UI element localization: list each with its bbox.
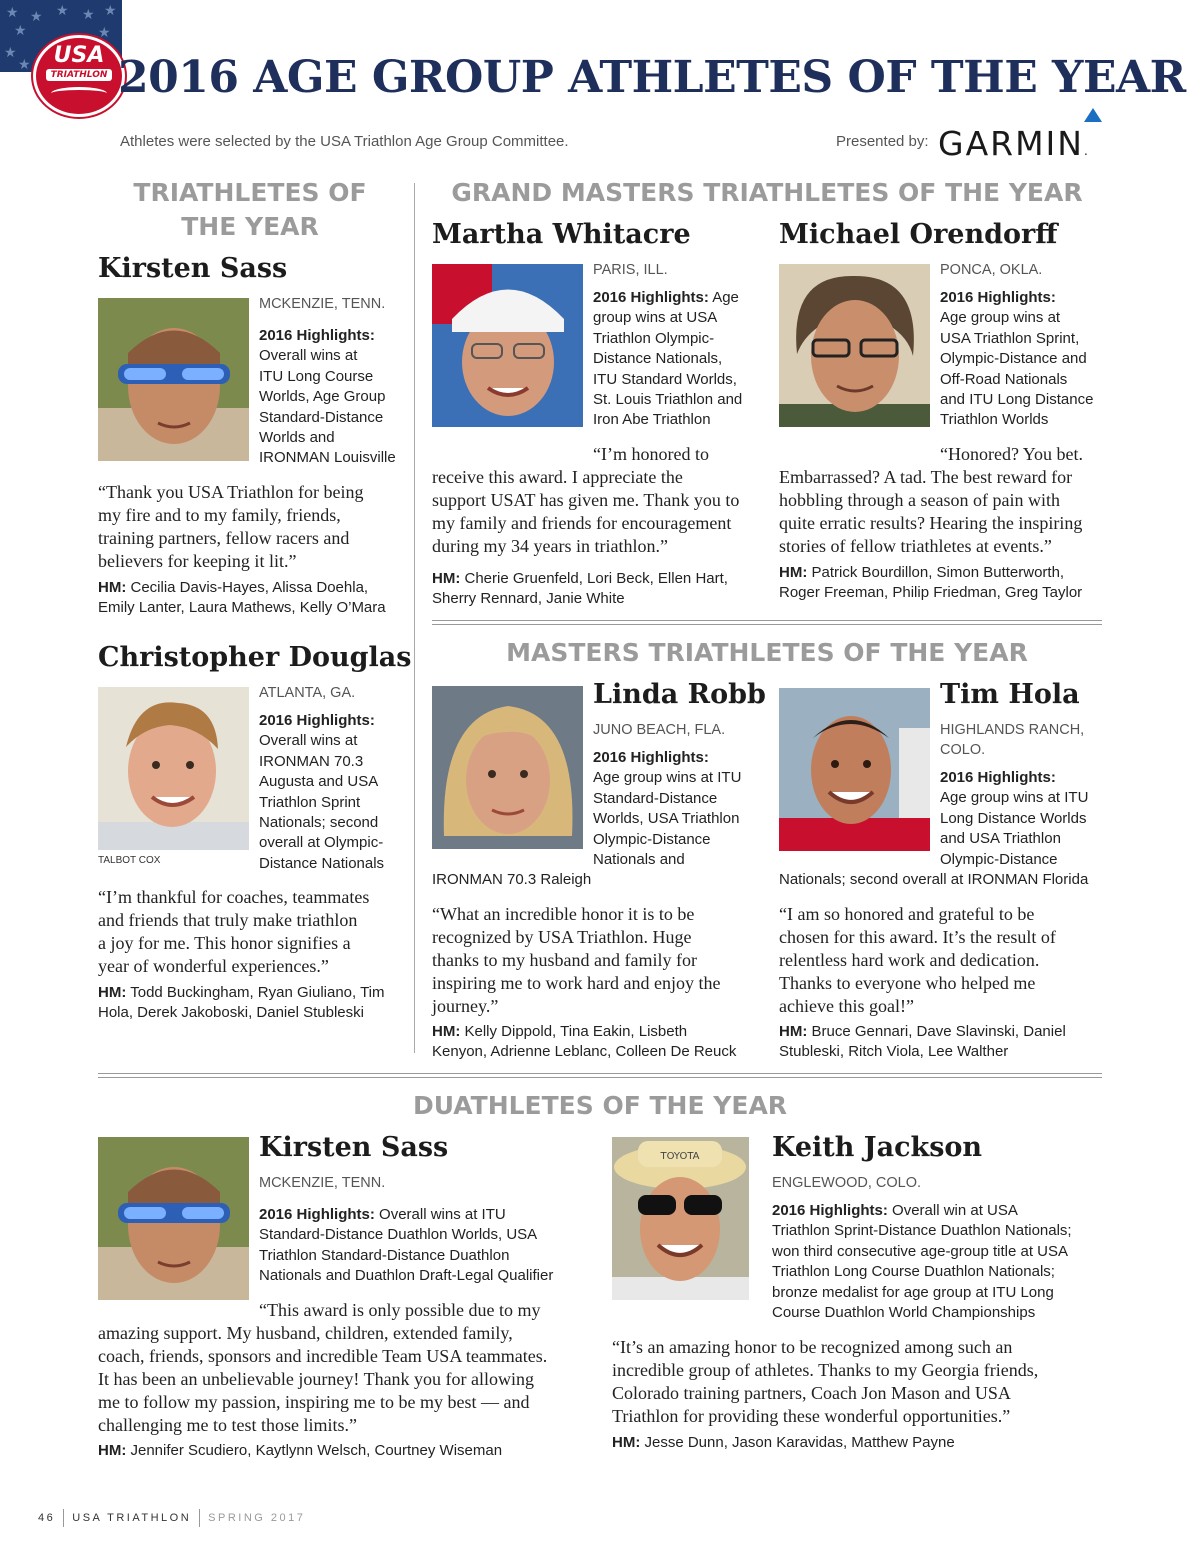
athlete-photo-whitacre xyxy=(432,264,583,427)
highlights-line: Age group wins at xyxy=(940,309,1061,327)
highlights-line: overall at Olympic- xyxy=(259,834,384,852)
honorable-mentions xyxy=(779,563,1109,604)
athlete-location xyxy=(940,720,1110,760)
quote-line: It has been an unbelievable journey! Thank you for allowing xyxy=(98,1369,535,1389)
highlights-line: group wins at USA xyxy=(593,309,718,327)
athlete-name: Keith Jackson xyxy=(772,1132,983,1163)
highlights-line: Olympic-Distance xyxy=(593,830,711,848)
usa-triathlon-logo xyxy=(33,35,125,117)
highlights-line: USA Triathlon Sprint, xyxy=(940,329,1080,347)
photo-credit: TALBOT COX xyxy=(98,855,161,866)
hm-label: HM: xyxy=(612,1434,641,1451)
hm-label: HM: xyxy=(779,564,808,581)
highlights-line: Off-Road Nationals xyxy=(940,370,1068,388)
highlights-line: ITU Standard Worlds, xyxy=(593,370,737,388)
highlights-line: Overall wins at xyxy=(259,732,358,750)
highlights-line: Triathlon Olympic- xyxy=(593,329,715,347)
athlete-photo-robb xyxy=(432,686,583,849)
athlete-quote xyxy=(98,886,408,978)
athlete-highlights xyxy=(940,768,1110,870)
athlete-photo-jackson xyxy=(612,1137,749,1300)
honorable-mentions xyxy=(432,1022,767,1063)
highlights-line: Augusta and USA xyxy=(259,773,379,791)
quote-line: “This award is only possible due to my xyxy=(259,1300,541,1320)
highlights-line: St. Louis Triathlon and xyxy=(593,391,743,409)
page-footer xyxy=(38,1509,305,1527)
quote-line: inspiring me to work hard and enjoy the xyxy=(432,973,721,993)
hm-line: Kelly Dippold, Tina Eakin, Lisbeth xyxy=(460,1023,688,1040)
column-divider xyxy=(414,183,415,1053)
hm-line: Cecilia Davis-Hayes, Alissa Doehla, xyxy=(126,579,369,596)
hm-line: Jesse Dunn, Jason Karavidas, Matthew Payne xyxy=(640,1434,955,1451)
highlights-label: 2016 Highlights: xyxy=(940,769,1056,786)
highlights-line: IRONMAN 70.3 Raleigh xyxy=(432,871,592,888)
athlete-highlights xyxy=(772,1201,1112,1323)
highlights-line: Age xyxy=(708,289,739,306)
highlights-line: Triathlon Long Course Duathlon Nationals; xyxy=(772,1263,1055,1281)
hm-label: HM: xyxy=(779,1023,808,1040)
quote-line: “What an incredible honor it is to be xyxy=(432,904,695,924)
footer-separator xyxy=(63,1509,64,1527)
athlete-quote xyxy=(612,1336,1112,1428)
athlete-name: Kirsten Sass xyxy=(259,1132,449,1163)
highlights-line: Course Duathlon World Championships xyxy=(772,1304,1036,1322)
highlights-line: Standard-Distance Duathlon Worlds, USA xyxy=(259,1226,538,1244)
athlete-photo-sass-duathlon xyxy=(98,1137,249,1300)
quote-line: coach, friends, sponsors and incredible Team USA teammates. xyxy=(98,1346,548,1366)
highlights-line: Iron Abe Triathlon xyxy=(593,411,711,429)
highlights-line: Distance Nationals, xyxy=(593,350,723,368)
quote-line: hobbling through a season of pain with xyxy=(779,490,1060,510)
section-heading-duathletes: DUATHLETES OF THE YEAR xyxy=(412,1091,788,1120)
hat-logo-text: TOYOTA xyxy=(660,1151,700,1162)
athlete-name: Linda Robb xyxy=(593,679,766,710)
highlights-line: Age group wins at ITU xyxy=(940,789,1089,807)
quote-line: “It’s an amazing honor to be recognized among such an xyxy=(612,1337,1013,1357)
garmin-wordmark: GARMIN xyxy=(938,124,1084,163)
quote-line: relentless hard work and dedication. xyxy=(779,950,1040,970)
honorable-mentions xyxy=(779,1022,1109,1063)
highlights-line: Olympic-Distance xyxy=(940,850,1058,868)
honorable-mentions xyxy=(98,983,408,1024)
quote-line: “Thank you USA Triathlon for being xyxy=(98,482,364,502)
hm-line: Hola, Derek Jakoboski, Daniel Stubleski xyxy=(98,1004,364,1022)
athlete-location: ENGLEWOOD, COLO. xyxy=(772,1175,922,1191)
highlights-line: won third consecutive age-group title at USA xyxy=(772,1242,1068,1260)
quote-line: “I’m thankful for coaches, teammates xyxy=(98,887,370,907)
athlete-name: Martha Whitacre xyxy=(432,219,691,250)
quote-line: receive this award. I appreciate the xyxy=(432,467,683,487)
highlights-line: Overall wins at ITU xyxy=(374,1206,506,1223)
athlete-quote xyxy=(98,481,408,573)
athlete-highlights xyxy=(259,1205,599,1287)
hm-label: HM: xyxy=(98,984,127,1001)
section-divider xyxy=(432,620,1102,625)
hm-line: Bruce Gennari, Dave Slavinski, Daniel xyxy=(807,1023,1066,1040)
quote-line: “I am so honored and grateful to be xyxy=(779,904,1035,924)
highlights-label: 2016 Highlights: xyxy=(259,712,375,729)
highlights-line: Triathlon Worlds xyxy=(940,411,1049,429)
section-heading-line: TRIATHLETES OF xyxy=(133,178,367,207)
highlights-label: 2016 Highlights: xyxy=(259,327,375,344)
section-divider xyxy=(98,1073,1102,1078)
hm-label: HM: xyxy=(98,579,127,596)
garmin-triangle-icon xyxy=(1084,108,1102,122)
quote-line: Triathlon for providing these wonderful opportunities.” xyxy=(612,1406,1011,1426)
highlights-line: Nationals; second xyxy=(259,814,379,832)
hm-label: HM: xyxy=(98,1442,127,1459)
athlete-location: JUNO BEACH, FLA. xyxy=(593,722,726,738)
location-line: COLO. xyxy=(940,742,986,758)
athlete-photo-orendorff xyxy=(779,264,930,427)
athlete-location: ATLANTA, GA. xyxy=(259,685,356,701)
highlights-line: bronze medalist for age group at ITU Long xyxy=(772,1283,1054,1301)
athlete-photo-hola xyxy=(779,688,930,851)
athlete-highlights xyxy=(940,288,1110,431)
quote-line: achieve this goal!” xyxy=(779,996,914,1016)
quote-line: Thanks to everyone who helped me xyxy=(779,973,1036,993)
honorable-mentions xyxy=(612,1433,1112,1453)
athlete-location: MCKENZIE, TENN. xyxy=(259,1175,386,1191)
highlights-line: and ITU Long Distance xyxy=(940,391,1094,409)
footer-separator xyxy=(199,1509,200,1527)
quote-line: incredible group of athletes. Thanks to my Georgia friends, xyxy=(612,1360,1039,1380)
quote-line: Colorado training partners, Coach Jon Mason and USA xyxy=(612,1383,1011,1403)
athlete-quote xyxy=(98,1322,598,1437)
highlights-line: Age group wins at ITU xyxy=(593,769,742,787)
athlete-location: PONCA, OKLA. xyxy=(940,262,1043,278)
subtitle: Athletes were selected by the USA Triathlon Age Group Committee. xyxy=(120,133,569,150)
highlights-label: 2016 Highlights: xyxy=(593,289,709,306)
issue-label: SPRING 2017 xyxy=(208,1511,306,1524)
section-heading-grand-masters: GRAND MASTERS TRIATHLETES OF THE YEAR xyxy=(451,178,1083,207)
athlete-location: PARIS, ILL. xyxy=(593,262,668,278)
honorable-mentions xyxy=(98,578,408,619)
quote-line: journey.” xyxy=(432,996,499,1016)
highlights-line: Long Distance Worlds xyxy=(940,809,1087,827)
highlights-line: Distance Nationals xyxy=(259,854,385,872)
quote-line: challenging me to test those limits.” xyxy=(98,1415,357,1435)
highlights-line: Worlds, USA Triathlon xyxy=(593,810,740,828)
athlete-name: Christopher Douglas xyxy=(98,642,412,673)
highlights-line: Triathlon Sprint xyxy=(259,793,361,811)
quote-line: “Honored? You bet. xyxy=(940,444,1083,464)
section-heading-masters: MASTERS TRIATHLETES OF THE YEAR xyxy=(506,638,1028,667)
quote-line: and friends that truly make triathlon xyxy=(98,910,358,930)
magazine-name: USA TRIATHLON xyxy=(72,1511,192,1524)
highlights-line: Overall win at USA xyxy=(887,1202,1018,1219)
quote-line: quite erratic results? Hearing the inspiring xyxy=(779,513,1083,533)
quote-line: training partners, fellow racers and xyxy=(98,528,350,548)
page-number: 46 xyxy=(38,1511,56,1524)
highlights-label: 2016 Highlights: xyxy=(259,1206,375,1223)
presented-by-label: Presented by: xyxy=(836,133,929,150)
athlete-quote xyxy=(432,466,767,558)
quote-line: Embarrassed? A tad. The best reward for xyxy=(779,467,1073,487)
athlete-name: Michael Orendorff xyxy=(779,219,1058,250)
highlights-line: IRONMAN 70.3 xyxy=(259,752,364,770)
quote-line: year of wonderful experiences.” xyxy=(98,956,329,976)
highlights-label: 2016 Highlights: xyxy=(593,749,709,766)
highlights-label: 2016 Highlights: xyxy=(940,289,1056,306)
quote-line: my fire and to my family, friends, xyxy=(98,505,341,525)
hm-line: Roger Freeman, Philip Friedman, Greg Taylor xyxy=(779,584,1083,602)
quote-line: amazing support. My husband, children, extended family, xyxy=(98,1323,513,1343)
athlete-photo-douglas xyxy=(98,687,249,850)
highlights-line: Olympic-Distance and xyxy=(940,350,1087,368)
athlete-location: MCKENZIE, TENN. xyxy=(259,296,386,312)
logo-swoosh xyxy=(51,87,107,100)
hm-line: Stubleski, Ritch Viola, Lee Walther xyxy=(779,1043,1009,1061)
hm-line: Kenyon, Adrienne Leblanc, Colleen De Reuck xyxy=(432,1043,737,1061)
hm-label: HM: xyxy=(432,570,461,587)
quote-line: believers for keeping it lit.” xyxy=(98,551,297,571)
quote-line: during my 34 years in triathlon.” xyxy=(432,536,668,556)
highlights-line: Standard-Distance xyxy=(593,789,718,807)
hm-line: Sherry Rennard, Janie White xyxy=(432,590,625,608)
page-title: 2016 AGE GROUP ATHLETES OF THE YEAR xyxy=(118,52,1186,103)
honorable-mentions xyxy=(432,569,767,610)
quote-line: my family and friends for encouragement xyxy=(432,513,732,533)
athlete-highlights xyxy=(259,326,409,469)
highlights-line: Nationals; second overall at IRONMAN Florida xyxy=(779,871,1089,888)
athlete-photo-sass xyxy=(98,298,249,461)
quote-line: chosen for this award. It’s the result of xyxy=(779,927,1056,947)
athlete-highlights xyxy=(593,288,763,431)
hm-label: HM: xyxy=(432,1023,461,1040)
highlights-line: Nationals and xyxy=(593,851,685,869)
highlights-line: Standard-Distance xyxy=(259,408,384,426)
highlights-label: 2016 Highlights: xyxy=(772,1202,888,1219)
quote-line: a joy for me. This honor signifies a xyxy=(98,933,351,953)
quote-line: me to follow my passion, inspiring me to be my best — and xyxy=(98,1392,530,1412)
honorable-mentions xyxy=(98,1441,598,1461)
location-line: HIGHLANDS RANCH, xyxy=(940,722,1085,738)
hm-line: Todd Buckingham, Ryan Giuliano, Tim xyxy=(126,984,385,1001)
hm-line: Emily Lanter, Laura Mathews, Kelly O’Mara xyxy=(98,599,386,617)
quote-line: “I’m honored to xyxy=(593,444,709,464)
highlights-line: and USA Triathlon xyxy=(940,830,1061,848)
section-heading-line: THE YEAR xyxy=(181,212,319,241)
highlights-line: Overall wins at xyxy=(259,347,358,365)
hm-line: Cherie Gruenfeld, Lori Beck, Ellen Hart, xyxy=(460,570,728,587)
garmin-mark: . xyxy=(1083,144,1090,158)
quote-line: support USAT has given me. Thank you to xyxy=(432,490,740,510)
highlights-line: Worlds and xyxy=(259,429,335,447)
logo-usa-text: USA xyxy=(53,43,105,68)
section-heading-triathletes xyxy=(100,176,400,244)
athlete-highlights xyxy=(259,711,409,874)
quote-line: stories of fellow triathletes at events.” xyxy=(779,536,1052,556)
quote-line: recognized by USA Triathlon. Huge xyxy=(432,927,692,947)
flag-corner: ★ ★ ★ ★ ★ ★ ★ ★ ★ xyxy=(0,0,122,72)
highlights-line: Worlds, Age Group xyxy=(259,388,386,406)
athlete-name: Tim Hola xyxy=(940,679,1080,710)
highlights-line: IRONMAN Louisville xyxy=(259,449,396,467)
highlights-line: Triathlon Sprint-Distance Duathlon Nationals; xyxy=(772,1222,1072,1240)
athlete-highlights xyxy=(593,748,763,870)
athlete-quote xyxy=(779,466,1109,558)
quote-line: thanks to my husband and family for xyxy=(432,950,697,970)
highlights-line: Nationals and Duathlon Draft-Legal Qualifier xyxy=(259,1267,554,1285)
highlights-line: Triathlon Standard-Distance Duathlon xyxy=(259,1246,510,1264)
logo-triathlon-text: TRIATHLON xyxy=(46,69,112,81)
hm-line: Patrick Bourdillon, Simon Butterworth, xyxy=(807,564,1065,581)
hm-line: Jennifer Scudiero, Kaytlynn Welsch, Courtney Wiseman xyxy=(126,1442,503,1459)
athlete-quote xyxy=(432,903,767,1018)
garmin-logo xyxy=(938,124,1090,163)
athlete-quote xyxy=(779,903,1109,1018)
highlights-line: ITU Long Course xyxy=(259,367,374,385)
athlete-name: Kirsten Sass xyxy=(98,253,288,284)
